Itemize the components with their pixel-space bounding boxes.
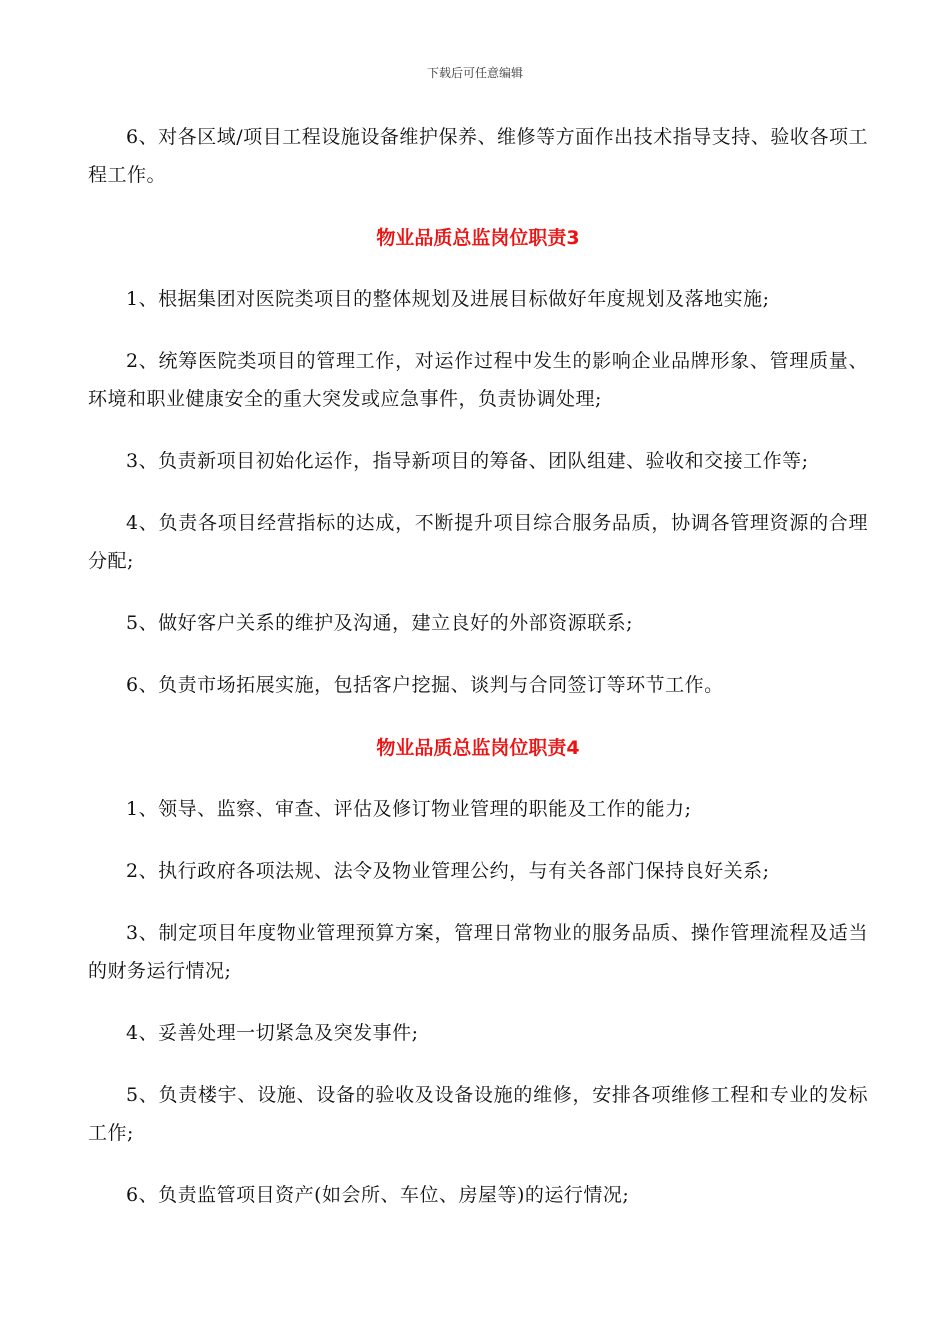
document-body (88, 118, 868, 1238)
section-3-item-6: 6、负责市场拓展实施，包括客户挖掘、谈判与合同签订等环节工作。 (126, 674, 724, 696)
section-4-item-3: 3、制定项目年度物业管理预算方案，管理日常物业的服务品质、操作管理流程及适当的财务运行情况; (88, 922, 868, 982)
section-3-item-4: 4、负责各项目经营指标的达成，不断提升项目综合服务品质，协调各管理资源的合理分配; (88, 512, 868, 572)
section-3-title: 物业品质总监岗位职责3 (376, 227, 580, 249)
section-3-item-1: 1、根据集团对医院类项目的整体规划及进展目标做好年度规划及落地实施; (126, 288, 770, 310)
section-3-item-2: 2、统筹医院类项目的管理工作，对运作过程中发生的影响企业品牌形象、管理质量、环境和职业健康安全的重大突发或应急事件，负责协调处理; (88, 350, 868, 410)
section-3-item-3: 3、负责新项目初始化运作，指导新项目的筹备、团队组建、验收和交接工作等; (126, 450, 809, 472)
section-4-item-5: 5、负责楼宇、设施、设备的验收及设备设施的维修，安排各项维修工程和专业的发标工作; (88, 1084, 868, 1144)
section-4-item-4: 4、妥善处理一切紧急及突发事件; (126, 1022, 419, 1044)
section-4-item-6: 6、负责监管项目资产(如会所、车位、房屋等)的运行情况; (126, 1184, 630, 1206)
intro-item-6: 6、对各区域/项目工程设施设备维护保养、维修等方面作出技术指导支持、验收各项工程工作。 (88, 126, 868, 186)
section-4-item-2: 2、执行政府各项法规、法令及物业管理公约，与有关各部门保持良好关系; (126, 860, 770, 882)
section-4-item-1: 1、领导、监察、审查、评估及修订物业管理的职能及工作的能力; (126, 798, 692, 820)
section-3-item-5: 5、做好客户关系的维护及沟通，建立良好的外部资源联系; (126, 612, 633, 634)
page-header-note: 下载后可任意编辑 (426, 66, 523, 80)
section-4-title: 物业品质总监岗位职责4 (376, 737, 580, 759)
